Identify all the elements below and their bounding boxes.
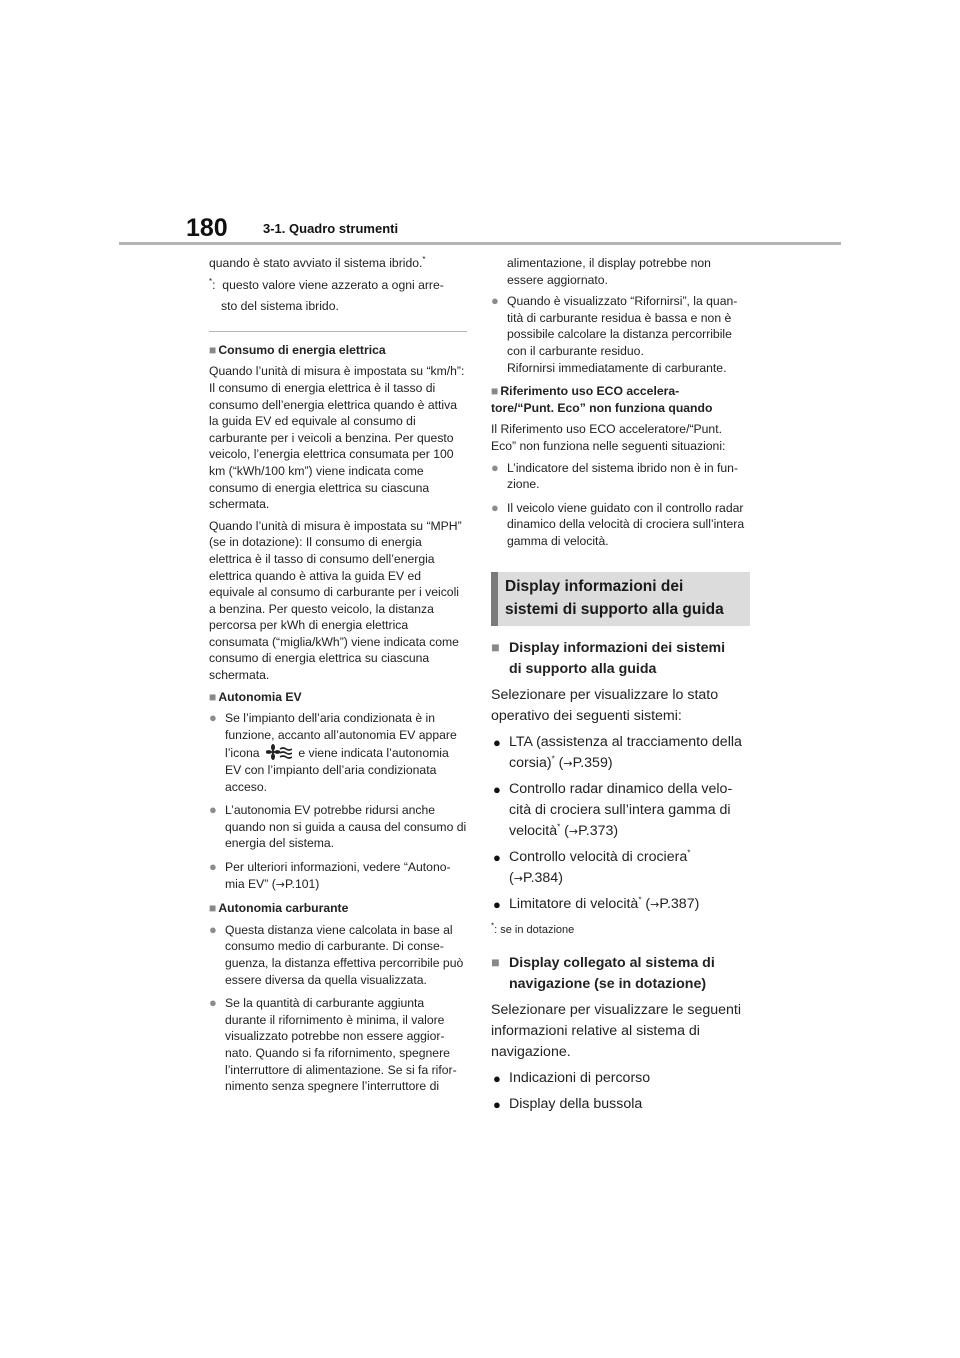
footnote: *: questo valore viene azzerato a ogni arre- xyxy=(209,276,444,292)
list-item: ● Indicazioni di percorso xyxy=(493,1069,651,1086)
list-item: ● Questa distanza viene calcolata in base al consumo medio di carburante. Di conse- guenza, la distanza effettiva percorribile può essere diversa da quella visualizzata. xyxy=(209,921,464,987)
header-rule xyxy=(119,242,841,245)
page-number: 180 xyxy=(186,214,228,242)
list-item: ● Se l’impianto dell’aria condizionata è in funzione, accanto all’autonomia EV appare l’icona e viene indicata l’autonomia EV con l’impianto dell’aria condizionata acceso. xyxy=(209,710,457,794)
electric-consumption-mph: Quando l’unità di misura è impostata su “MPH” (se in dotazione): Il consumo di energia elettrica è il tasso di consumo dell’energia elettrica quando è attiva la guida EV ed equivale al consumo di carburante per i veicoli a benzina. Per questo veicolo, la distanza percorsa per kWh di energia elettrica consumata (“miglia/kWh”) viene indicata come consumo di energia elettrica su ciascuna schermata. xyxy=(209,518,462,683)
navigation-paragraph: Selezionare per visualizzare le seguenti informazioni relative al sistema di navigazione. xyxy=(491,1001,741,1060)
right-column xyxy=(491,255,750,1120)
list-item: ● Controllo velocità di crociera* (→P.384) xyxy=(493,847,691,886)
list-item: ● Il veicolo viene guidato con il controllo radar dinamico della velocità di crociera sull’intera gamma di velocità. xyxy=(491,499,745,548)
arrow-icon: → xyxy=(568,824,579,838)
arrow-icon: → xyxy=(275,877,286,891)
subheading-ev-range: ■ Autonomia EV xyxy=(209,689,302,704)
list-item: ● L’indicatore del sistema ibrido non è in fun- zione. xyxy=(491,459,739,492)
intro-line: quando è stato avviato il sistema ibrido.* xyxy=(209,254,426,270)
list-item: ● L’autonomia EV potrebbe ridursi anche quando non si guida a causa del consumo di energia del sistema. xyxy=(209,802,467,851)
eco-paragraph: Il Riferimento uso ECO acceleratore/“Punt. Eco” non funziona nelle seguenti situazioni: xyxy=(491,422,726,453)
list-item: ● Per ulteriori informazioni, vedere “Autono- mia EV” (→P.101) xyxy=(209,859,451,891)
section-title: 3-1. Quadro strumenti xyxy=(263,221,399,236)
list-item: ● Display della bussola xyxy=(493,1095,643,1112)
left-column xyxy=(209,255,467,1102)
list-item: ● Se la quantità di carburante aggiunta durante il rifornimento è minima, il valore visualizzato potrebbe non essere aggior- nato. Quando si fa rifornimento, spegnere l’interruttore di alimentazione. Se si fa rifor- nimento senza spegnere l’interruttore di xyxy=(209,995,457,1094)
subheading-navigation: ■ Display collegato al sistema di navigazione (se in dotazione) xyxy=(491,954,715,992)
continuation-text: alimentazione, il display potrebbe non essere aggiornato. xyxy=(507,256,711,287)
divider xyxy=(209,331,467,332)
list-item: ● Limitatore di velocità* (→P.387) xyxy=(493,894,700,912)
section-heading: Display informazioni dei sistemi di supporto alla guida xyxy=(491,572,750,626)
arrow-icon: → xyxy=(650,897,660,911)
arrow-icon: → xyxy=(513,871,523,885)
subheading-driver-support: ■ Display informazioni dei sistemi di supporto alla guida xyxy=(491,639,726,677)
arrow-icon: → xyxy=(563,756,573,770)
subheading-fuel-range: ■ Autonomia carburante xyxy=(209,901,349,916)
subheading-electric-consumption: ■ Consumo di energia elettrica xyxy=(209,342,386,357)
air-conditioning-icon xyxy=(266,743,292,761)
subheading-eco: ■ Riferimento uso ECO accelera- tore/“Punt. Eco” non funziona quando xyxy=(491,384,713,415)
driver-support-paragraph: Selezionare per visualizzare lo stato operativo dei seguenti sistemi: xyxy=(491,686,719,724)
footnote-note: *: se in dotazione xyxy=(491,920,575,936)
electric-consumption-kmh: Quando l’unità di misura è impostata su “km/h”: Il consumo di energia elettrica è il tasso di consumo dell’energia elettrica quando è attiva la guida EV ed equivale al consumo di carburante per i veicoli a benzina. Per questo veicolo, l’energia elettrica consumata per 100 km (“kWh/100 km”) viene indicata come consumo di energia elettrica su ciascuna schermata. xyxy=(209,364,465,512)
heading-bar xyxy=(491,572,498,626)
list-item: ● Quando è visualizzato “Rifornirsi”, la quan- tità di carburante residua è bassa e non è possibile calcolare la distanza percorribile con il carburante residuo. Rifornirsi immediatamente di carburante. xyxy=(491,293,738,375)
list-item: ● LTA (assistenza al tracciamento della corsia)* (→P.359) xyxy=(493,733,742,771)
list-item: ● Controllo radar dinamico della velo- cità di crociera sull’intera gamma di velocità* (→P.373) xyxy=(493,780,733,839)
footnote-cont: sto del sistema ibrido. xyxy=(221,299,339,314)
